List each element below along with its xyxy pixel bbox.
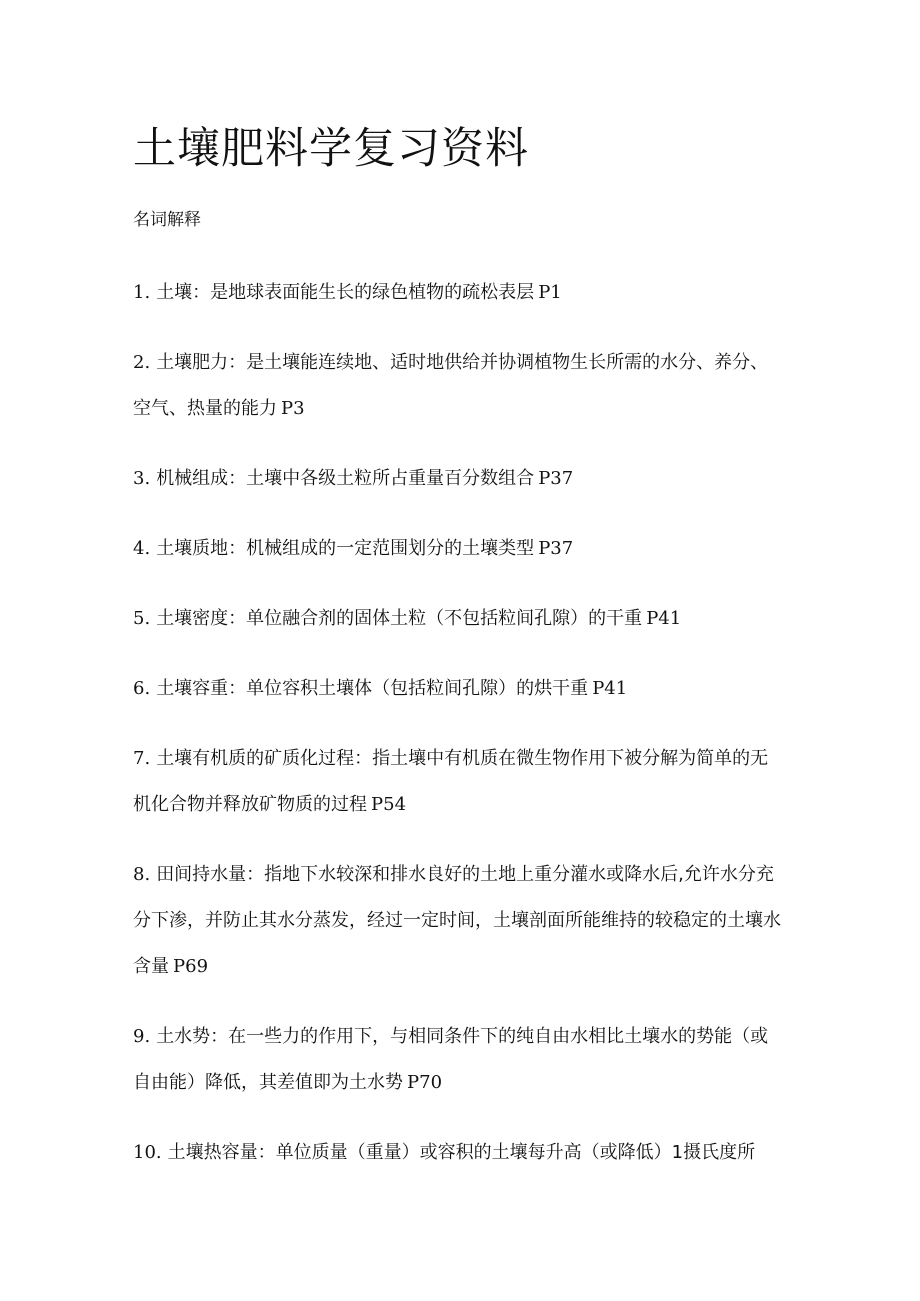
definition-line	[133, 340, 813, 386]
definition-line	[133, 526, 813, 572]
item-number: 4.	[133, 538, 151, 559]
page-reference: P41	[592, 678, 628, 699]
definition-line	[133, 1130, 813, 1176]
definition-item	[133, 1014, 813, 1106]
page-reference: P70	[407, 1072, 443, 1093]
definition-text: 含量	[133, 956, 169, 977]
definition-line	[133, 898, 813, 944]
item-number: 8.	[133, 864, 151, 885]
definition-line	[133, 596, 813, 642]
definition-line	[133, 666, 813, 712]
definition-text: 土壤有机质的矿质化过程：指土壤中有机质在微生物作用下被分解为简单的无	[156, 748, 769, 769]
definition-item	[133, 596, 813, 642]
page-reference: P1	[538, 282, 562, 303]
definition-line	[133, 1014, 813, 1060]
page-reference: P3	[281, 398, 305, 419]
definition-item	[133, 456, 813, 502]
definition-line	[133, 852, 813, 898]
definition-text: 土壤肥力：是土壤能连续地、适时地供给并协调植物生长所需的水分、养分、	[156, 352, 769, 373]
definition-item	[133, 736, 813, 828]
page-reference: P41	[646, 608, 682, 629]
definition-item	[133, 526, 813, 572]
definition-line	[133, 386, 813, 432]
item-number: 10.	[133, 1142, 162, 1163]
definition-text: 自由能）降低，其差值即为土水势	[133, 1072, 403, 1093]
definition-text: 分下渗，并防止其水分蒸发，经过一定时间，土壤剖面所能维持的较稳定的土壤水	[133, 910, 781, 931]
definition-text: 土壤热容量：单位质量（重量）或容积的土壤每升高（或降低）1摄氏度所	[167, 1142, 756, 1163]
definition-item	[133, 340, 813, 432]
definition-line	[133, 944, 813, 990]
definition-text: 土壤质地：机械组成的一定范围划分的土壤类型	[156, 538, 535, 559]
page-reference: P37	[538, 538, 574, 559]
page-reference: P69	[173, 956, 209, 977]
document-title: 土壤肥料学复习资料	[133, 124, 529, 174]
definition-item	[133, 1130, 813, 1176]
item-number: 5.	[133, 608, 151, 629]
definition-line	[133, 270, 813, 316]
page-reference: P54	[371, 794, 407, 815]
item-number: 2.	[133, 352, 151, 373]
item-number: 7.	[133, 748, 151, 769]
item-number: 9.	[133, 1026, 151, 1047]
definition-text: 土壤密度：单位融合剂的固体土粒（不包括粒间孔隙）的干重	[156, 608, 643, 629]
definition-list	[133, 270, 813, 1200]
definition-text: 土水势：在一些力的作用下，与相同条件下的纯自由水相比土壤水的势能（或	[156, 1026, 769, 1047]
definition-line	[133, 456, 813, 502]
definition-text: 机械组成：土壤中各级土粒所占重量百分数组合	[156, 468, 535, 489]
definition-item	[133, 852, 813, 990]
item-number: 6.	[133, 678, 151, 699]
page-reference: P37	[538, 468, 574, 489]
item-number: 1.	[133, 282, 151, 303]
definition-text: 土壤：是地球表面能生长的绿色植物的疏松表层	[156, 282, 535, 303]
definition-line	[133, 736, 813, 782]
definition-item	[133, 270, 813, 316]
item-number: 3.	[133, 468, 151, 489]
definition-text: 田间持水量：指地下水较深和排水良好的土地上重分灌水或降水后,允许水分充	[156, 864, 774, 885]
definition-text: 机化合物并释放矿物质的过程	[133, 794, 367, 815]
section-heading: 名词解释	[133, 210, 201, 230]
definition-text: 空气、热量的能力	[133, 398, 277, 419]
definition-line	[133, 782, 813, 828]
definition-item	[133, 666, 813, 712]
definition-text: 土壤容重：单位容积土壤体（包括粒间孔隙）的烘干重	[156, 678, 589, 699]
definition-line	[133, 1060, 813, 1106]
